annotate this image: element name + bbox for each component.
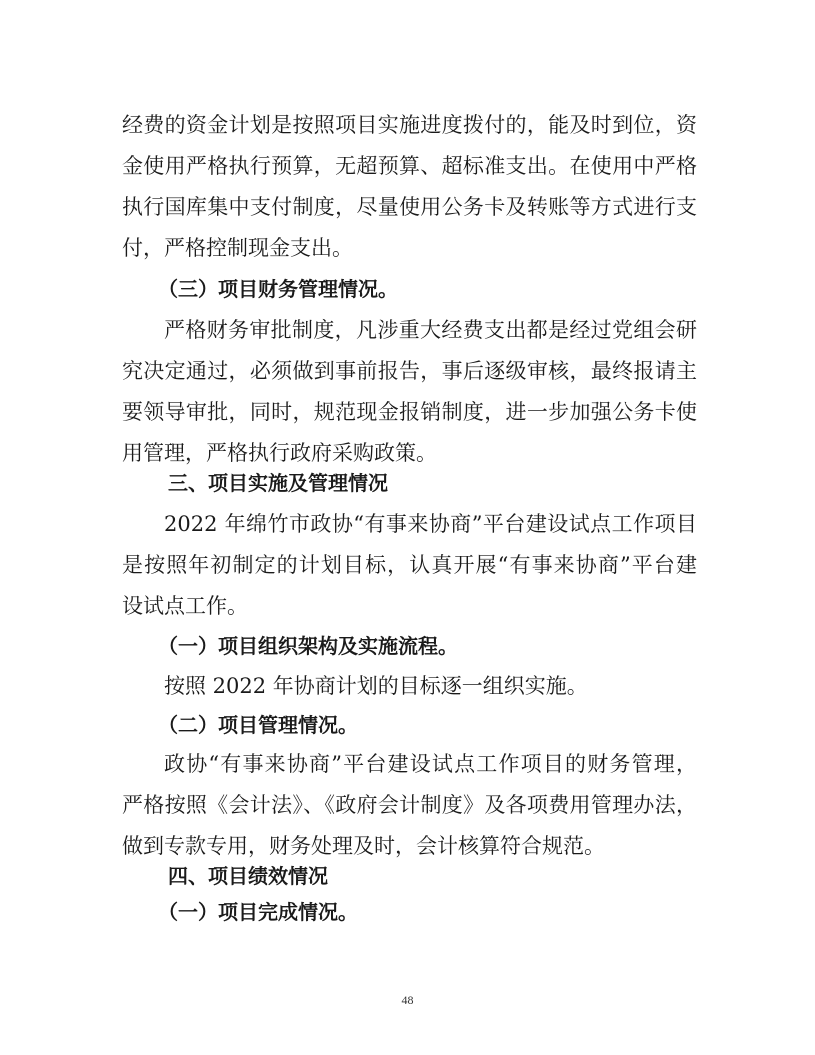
subsection-heading: （二）项目管理情况。 bbox=[158, 713, 358, 737]
paragraph-line: 付，严格控制现金支出。 bbox=[122, 236, 353, 260]
paragraph-line: 要领导审批，同时，规范现金报销制度，进一步加强公务卡使 bbox=[122, 400, 697, 424]
paragraph-line: 是按照年初制定的计划目标，认真开展“有事来协商”平台建 bbox=[122, 553, 697, 577]
paragraph-line: 究决定通过，必须做到事前报告，事后逐级审核，最终报请主 bbox=[122, 359, 697, 383]
paragraph-line: 设试点工作。 bbox=[122, 594, 248, 618]
paragraph-line: 严格按照《会计法》、《政府会计制度》及各项费用管理办法， bbox=[122, 793, 697, 817]
subsection-heading: （一）项目组织架构及实施流程。 bbox=[158, 634, 458, 658]
section-heading: 三、项目实施及管理情况 bbox=[168, 471, 388, 495]
paragraph-line: 执行国库集中支付制度，尽量使用公务卡及转账等方式进行支 bbox=[122, 195, 697, 219]
paragraph-line: 2022 年绵竹市政协“有事来协商”平台建设试点工作项目 bbox=[164, 512, 697, 536]
paragraph-line bbox=[164, 310, 697, 350]
page-number: 48 bbox=[401, 993, 414, 1007]
subsection-heading: （一）项目完成情况。 bbox=[158, 900, 358, 924]
paragraph-line: 经费的资金计划是按照项目实施进度拨付的，能及时到位，资 bbox=[122, 113, 697, 137]
paragraph-line: 做到专款专用，财务处理及时，会计核算符合规范。 bbox=[122, 834, 605, 858]
paragraph-line: 用管理，严格执行政府采购政策。 bbox=[122, 441, 437, 465]
subsection-heading: （三）项目财务管理情况。 bbox=[158, 277, 398, 301]
paragraph-text: 严格财务审批制度，凡涉重大经费支出都是经过党组会研 bbox=[164, 318, 697, 342]
section-heading: 四、项目绩效情况 bbox=[168, 864, 328, 888]
paragraph-line: 政协“有事来协商”平台建设试点工作项目的财务管理， bbox=[164, 752, 697, 776]
paragraph-line: 金使用严格执行预算，无超预算、超标准支出。在使用中严格 bbox=[122, 154, 697, 178]
paragraph-line: 按照 2022 年协商计划的目标逐一组织实施。 bbox=[164, 674, 588, 698]
